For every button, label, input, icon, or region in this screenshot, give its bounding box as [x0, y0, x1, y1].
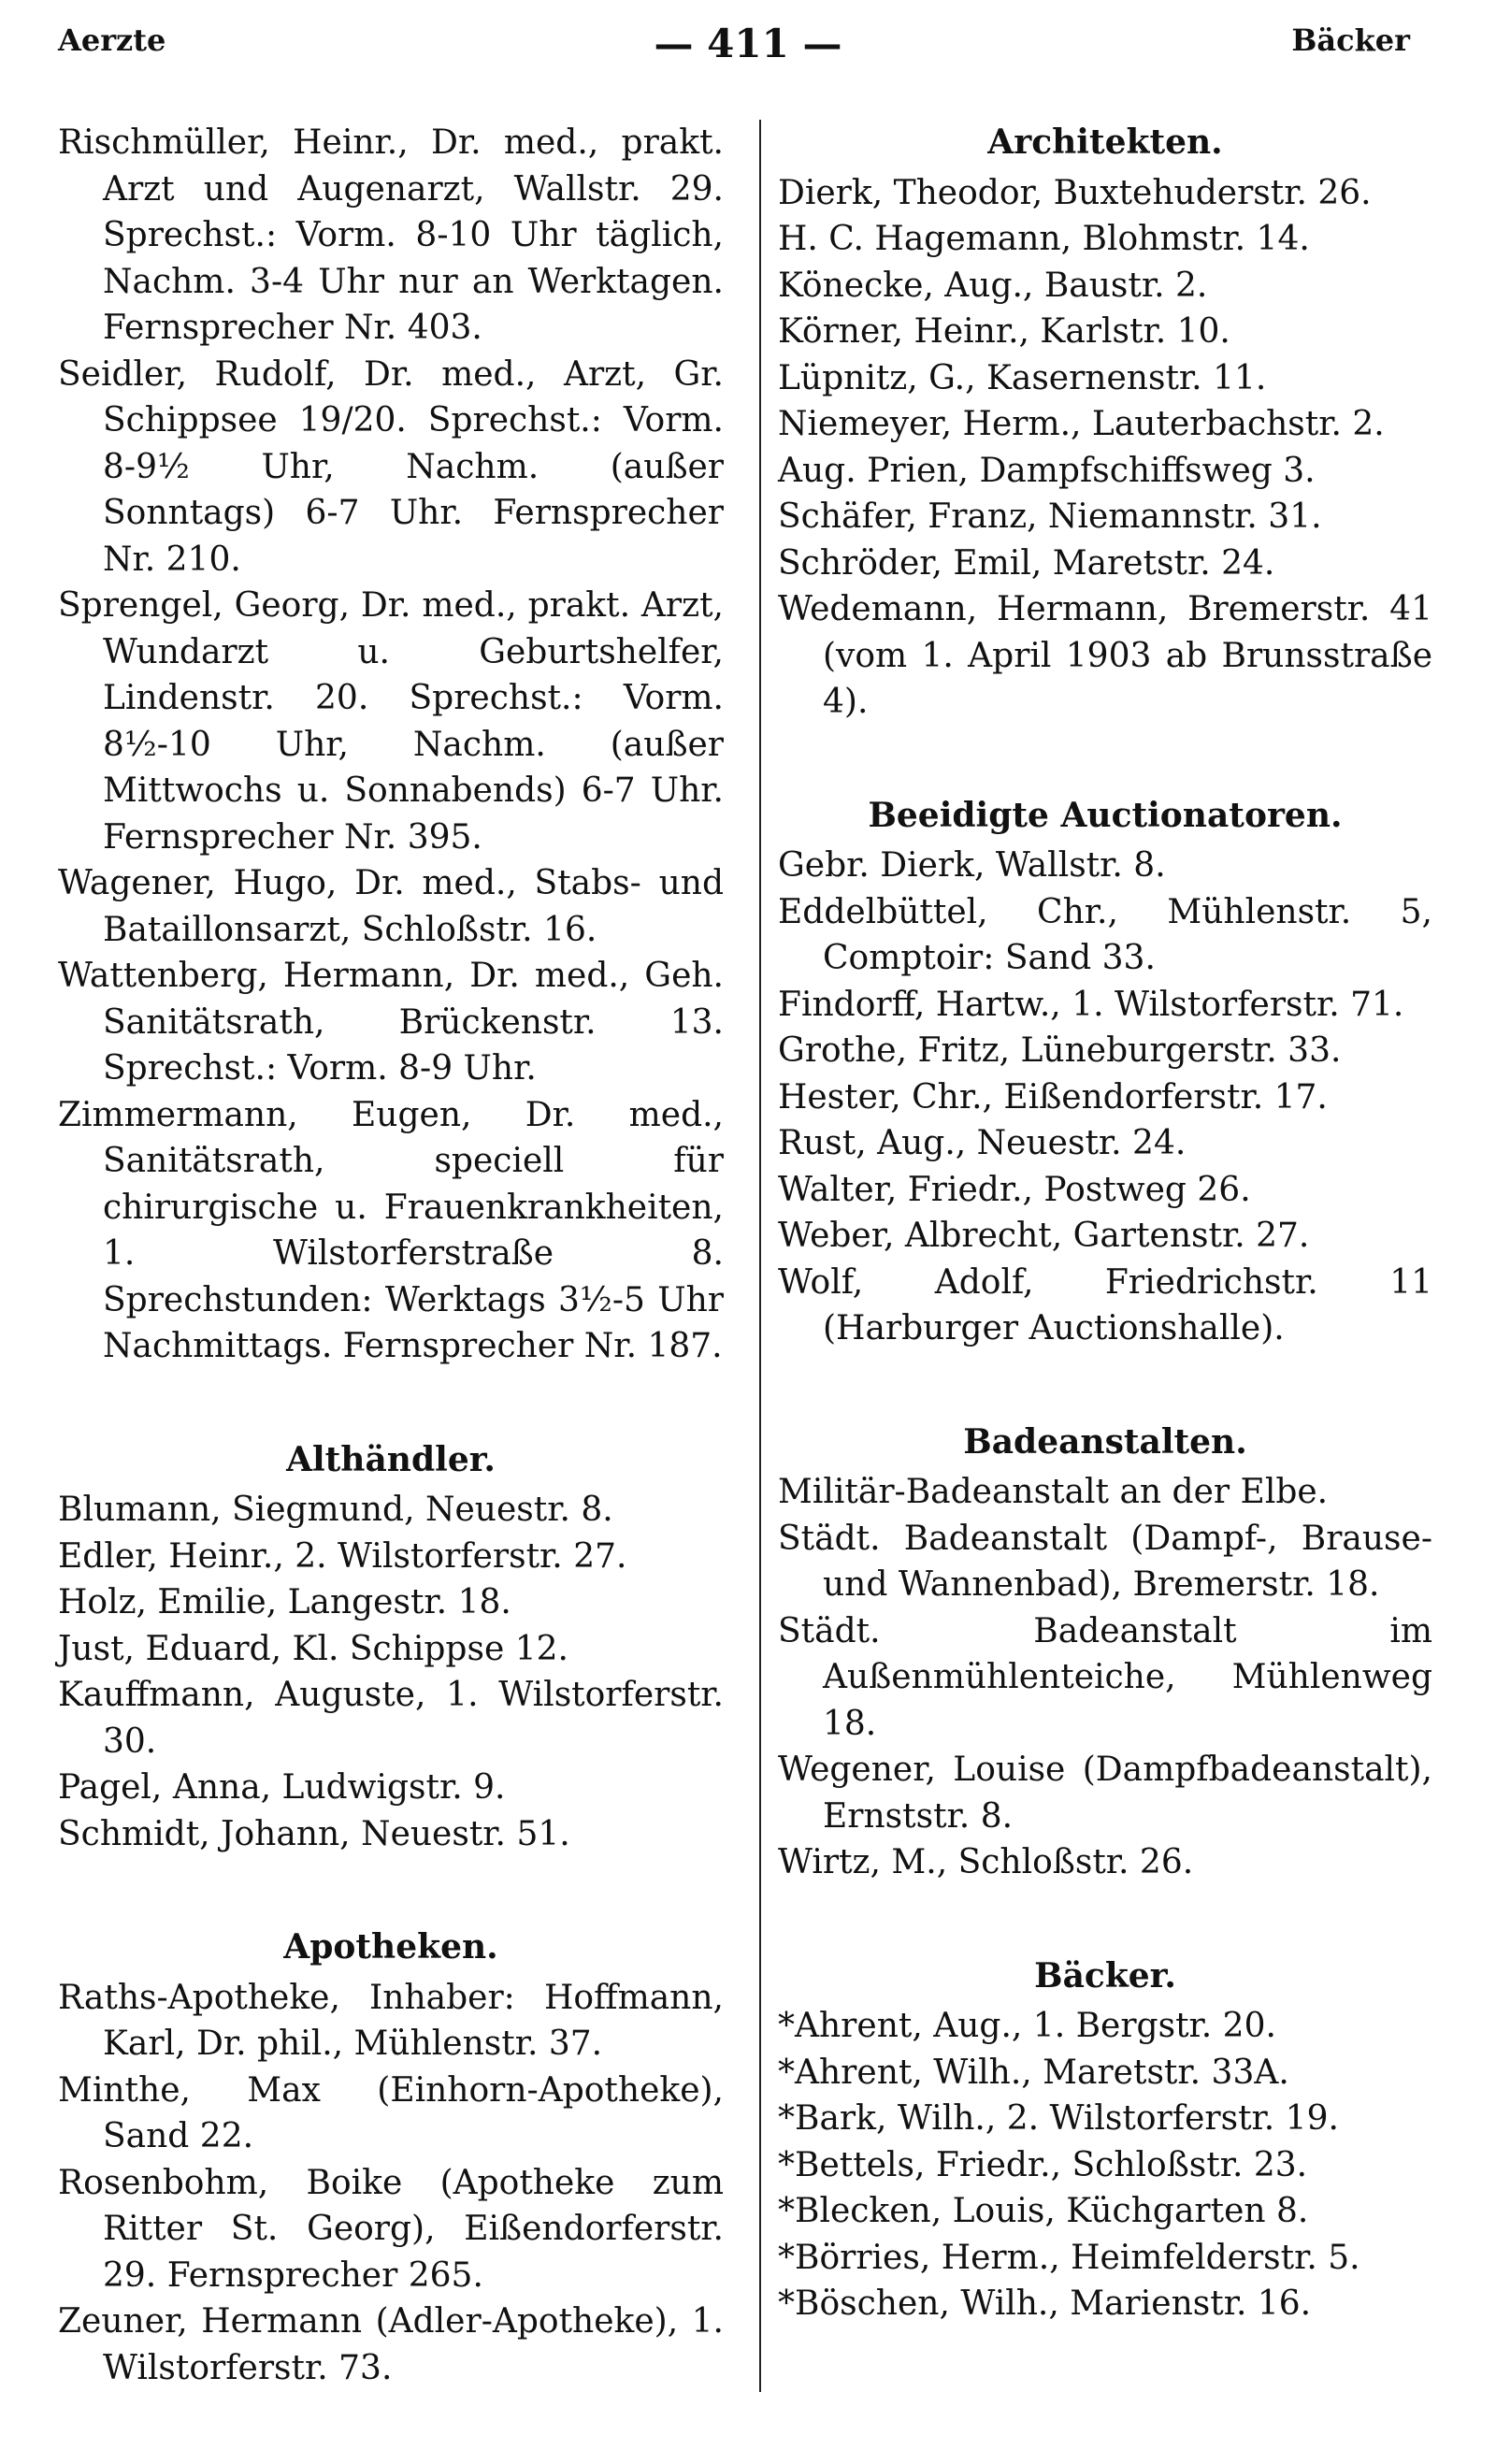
list-item: Zimmermann, Eugen, Dr. med., Sanitätsrath, speciell für chirurgische u. Frauenkrankheiten, 1. Wilstorferstraße 8. Sprechstunden: Werktags 3½-5 Uhr Nachmittags. Fernsprecher Nr. 187.	[58, 1095, 724, 1365]
list-item: Sprengel, Georg, Dr. med., prakt. Arzt, Wundarzt u. Geburtshelfer, Lindenstr. 20. Sprechst.: Vorm. 8½-10 Uhr, Nachm. (außer Mittwochs u. Sonnabends) 6-7 Uhr. Fernsprecher Nr. 395.	[58, 586, 724, 857]
list-item: Holz, Emilie, Langestr. 18.	[58, 1583, 511, 1621]
list-item: Wirtz, M., Schloßstr. 26.	[778, 1843, 1194, 1881]
section-badeanstalten	[778, 1419, 1432, 1886]
list-item: Schmidt, Johann, Neuestr. 51.	[58, 1814, 570, 1853]
list-item: Lüpnitz, G., Kasernenstr. 11.	[778, 358, 1267, 397]
list-item: Körner, Heinr., Karlstr. 10.	[778, 312, 1230, 351]
list-item: Wedemann, Hermann, Bremerstr. 41 (vom 1. April 1903 ab Brunsstraße 4).	[778, 590, 1432, 721]
list-item: Blumann, Siegmund, Neuestr. 8.	[58, 1491, 613, 1529]
section-baecker	[778, 1953, 1432, 2327]
list-item: *Blecken, Louis, Küchgarten 8.	[778, 2192, 1309, 2230]
running-head-right: Bäcker	[1291, 22, 1410, 58]
section-althaendler	[58, 1437, 724, 1858]
list-item: Städt. Badeanstalt im Außenmühlenteiche, Mühlenweg 18.	[778, 1611, 1432, 1743]
left-column	[58, 120, 724, 2391]
list-item: Edler, Heinr., 2. Wilstorferstr. 27.	[58, 1536, 627, 1576]
section-heading: Althändler.	[286, 1439, 496, 1479]
list-item: Schröder, Emil, Maretstr. 24.	[778, 543, 1275, 583]
section-heading: Apotheken.	[283, 1927, 498, 1967]
list-item: Weber, Albrecht, Gartenstr. 27.	[778, 1217, 1310, 1255]
list-item: Wagener, Hugo, Dr. med., Stabs- und Bataillonsarzt, Schloßstr. 16.	[58, 864, 724, 949]
list-item: Könecke, Aug., Baustr. 2.	[778, 266, 1208, 305]
list-item: Minthe, Max (Einhorn-Apotheke), Sand 22.	[58, 2070, 724, 2155]
list-item: Rosenbohm, Boike (Apotheke zum Ritter St. Georg), Eißendorferstr. 29. Fernsprecher 265.	[58, 2163, 724, 2295]
right-column	[759, 120, 1432, 2327]
list-item: Städt. Badeanstalt (Dampf-, Brause- und Wannenbad), Bremerstr. 18.	[778, 1519, 1432, 1604]
list-item: H. C. Hagemann, Blohmstr. 14.	[778, 220, 1310, 258]
list-item: *Ahrent, Wilh., Maretstr. 33A.	[778, 2053, 1289, 2092]
list-item: *Bark, Wilh., 2. Wilstorferstr. 19.	[778, 2099, 1339, 2138]
section-heading: Beeidigte Auctionatoren.	[868, 795, 1343, 835]
list-item: Militär-Badeanstalt an der Elbe.	[778, 1473, 1329, 1511]
list-item: *Ahrent, Aug., 1. Bergstr. 20.	[778, 2007, 1276, 2045]
section-auctionatoren	[778, 793, 1432, 1352]
list-item: Zeuner, Hermann (Adler-Apotheke), 1. Wilstorferstr. 73.	[58, 2302, 724, 2387]
section-aerzte	[58, 120, 724, 1370]
section-heading: Bäcker.	[1034, 1955, 1176, 1996]
list-item: Seidler, Rudolf, Dr. med., Arzt, Gr. Schippsee 19/20. Sprechst.: Vorm. 8-9½ Uhr, Nachm. (außer Sonntags) 6-7 Uhr. Fernsprecher Nr. 210.	[58, 354, 724, 579]
list-item: Pagel, Anna, Ludwigstr. 9.	[58, 1768, 506, 1807]
list-item: Grothe, Fritz, Lüneburgerstr. 33.	[778, 1031, 1342, 1070]
list-item: *Böschen, Wilh., Marienstr. 16.	[778, 2284, 1312, 2323]
list-item: Just, Eduard, Kl. Schippse 12.	[58, 1629, 568, 1668]
list-item: Gebr. Dierk, Wallstr. 8.	[778, 846, 1166, 885]
running-head-left: Aerzte	[58, 22, 166, 58]
list-item: Rust, Aug., Neuestr. 24.	[778, 1124, 1187, 1162]
list-item: Hester, Chr., Eißendorferstr. 17.	[778, 1077, 1328, 1117]
list-item: Wolf, Adolf, Friedrichstr. 11 (Harburger Auctionshalle).	[778, 1262, 1432, 1347]
list-item: Raths-Apotheke, Inhaber: Hoffmann, Karl, Dr. phil., Mühlenstr. 37.	[58, 1978, 724, 2063]
section-heading: Architekten.	[987, 122, 1223, 162]
list-item: Rischmüller, Heinr., Dr. med., prakt. Arzt und Augenarzt, Wallstr. 29. Sprechst.: Vorm. 8-10 Uhr täglich, Nachm. 3-4 Uhr nur an Werktagen. Fernsprecher Nr. 403.	[58, 123, 724, 347]
list-item: Wattenberg, Hermann, Dr. med., Geh. Sanitätsrath, Brückenstr. 13. Sprechst.: Vorm. 8-9 Uhr.	[58, 957, 724, 1088]
list-item: Walter, Friedr., Postweg 26.	[778, 1170, 1251, 1209]
list-item: *Börries, Herm., Heimfelderstr. 5.	[778, 2238, 1360, 2277]
page-number: — 411 —	[654, 21, 842, 66]
section-heading: Badeanstalten.	[963, 1421, 1247, 1462]
list-item: Eddelbüttel, Chr., Mühlenstr. 5, Comptoir: Sand 33.	[778, 892, 1432, 977]
list-item: Wegener, Louise (Dampfbadeanstalt), Ernststr. 8.	[778, 1751, 1432, 1836]
list-item: Niemeyer, Herm., Lauterbachstr. 2.	[778, 405, 1385, 443]
section-architekten	[778, 120, 1432, 726]
list-item: Dierk, Theodor, Buxtehuderstr. 26.	[778, 173, 1372, 212]
list-item: Findorff, Hartw., 1. Wilstorferstr. 71.	[778, 985, 1404, 1024]
section-apotheken	[58, 1924, 724, 2391]
list-item: Kauffmann, Auguste, 1. Wilstorferstr. 30.	[58, 1676, 724, 1761]
list-item: Schäfer, Franz, Niemannstr. 31.	[778, 497, 1322, 536]
list-item: Aug. Prien, Dampfschiffsweg 3.	[778, 451, 1316, 490]
list-item: *Bettels, Friedr., Schloßstr. 23.	[778, 2145, 1308, 2184]
